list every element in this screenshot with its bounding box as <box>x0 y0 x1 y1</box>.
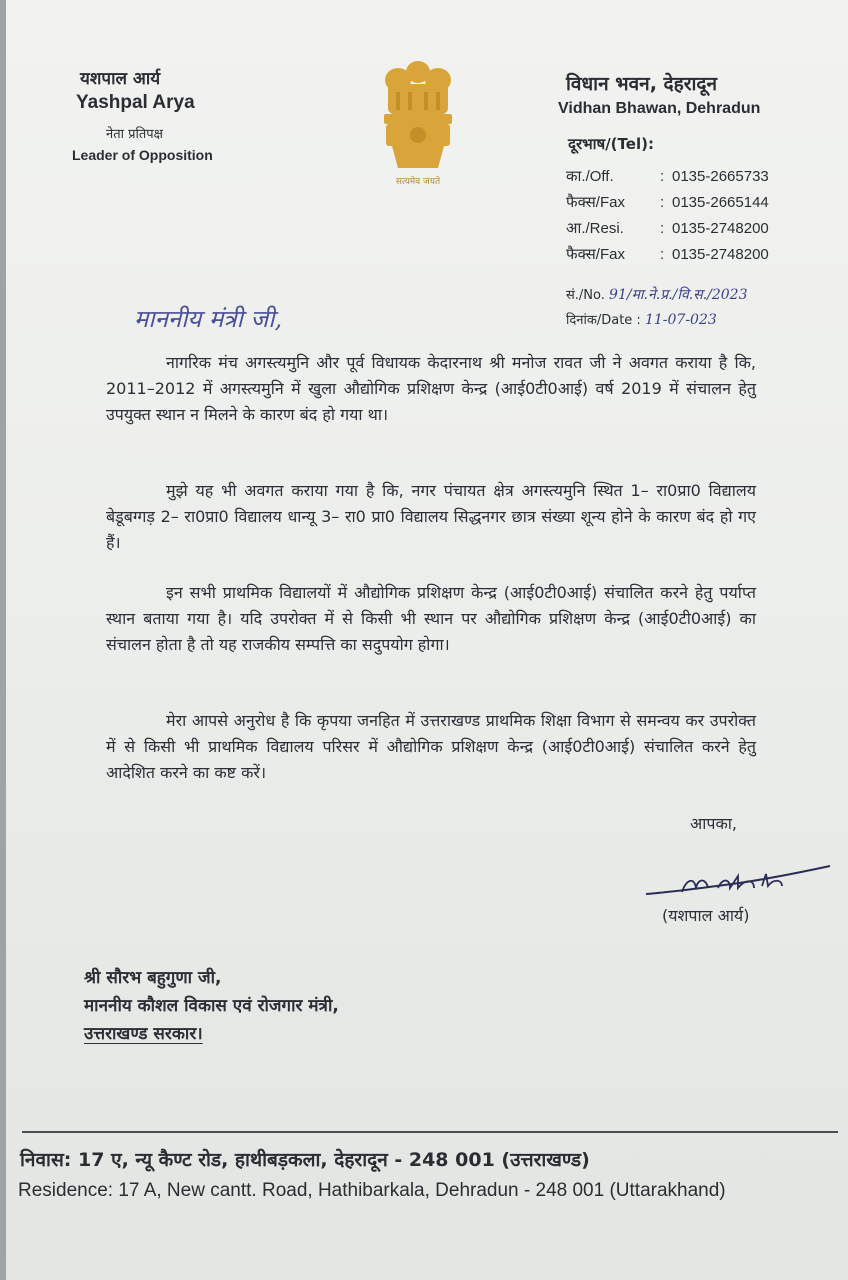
telephone-heading: दूरभाष/(Tel): <box>568 135 654 153</box>
phone-label: का./Off. <box>566 168 614 185</box>
body-paragraph-1: नागरिक मंच अगस्त्यमुनि और पूर्व विधायक केदारनाथ श्री मनोज रावत जी ने अवगत कराया है कि, 2011–2012 में अगस्त्यमुनि में खुला औद्योगिक प्रशिक्षण केन्द्र (आई0टी0आई) वर्ष 2019 में संचालन हेतु उपयुक्त स्थान न मिलने के कारण बंद हो गया था। <box>106 353 756 424</box>
reference-date-label: दिनांक/Date : <box>566 313 641 328</box>
letter-page <box>6 0 848 1280</box>
reference-date-value: 11-07-023 <box>644 312 717 328</box>
sender-name-english: Yashpal Arya <box>76 92 195 113</box>
phone-number: 0135-2665733 <box>672 168 769 185</box>
recipient-address <box>84 964 339 1048</box>
office-address-hindi: विधान भवन, देहरादून <box>566 73 718 95</box>
phone-row-residence: आ./Resi. : 0135-2748200 <box>566 220 769 237</box>
phone-label: फैक्स/Fax <box>566 246 625 263</box>
recipient-line-1: श्री सौरभ बहुगुणा जी, <box>84 968 222 988</box>
closing: आपका, <box>690 814 737 833</box>
reference-number-value: 91/मा.ने.प्र./वि.स./2023 <box>609 287 748 303</box>
body-paragraph-4: मेरा आपसे अनुरोध है कि कृपया जनहित में उत्तराखण्ड प्राथमिक शिक्षा विभाग से समन्वय कर उपरोक्त में से किसी भी प्राथमिक विद्यालय परिसर में औद्योगिक प्रशिक्षण केन्द्र (आई0टी0आई) संचालित करने हेतु आदेशित करने का कष्ट करें। <box>106 711 756 782</box>
recipient-line-3: उत्तराखण्ड सरकार। <box>84 1024 203 1044</box>
office-address-english: Vidhan Bhawan, Dehradun <box>558 100 761 117</box>
signature-name: (यशपाल आर्य) <box>662 906 750 925</box>
reference-number <box>566 285 747 304</box>
recipient-line-2: माननीय कौशल विकास एवं रोजगार मंत्री, <box>84 996 339 1016</box>
salutation: माननीय मंत्री जी, <box>134 305 283 333</box>
phone-number: 0135-2748200 <box>672 246 769 263</box>
phone-number: 0135-2748200 <box>672 220 769 237</box>
handwritten-signature <box>642 858 832 902</box>
national-emblem <box>378 58 458 190</box>
body-paragraph-3: इन सभी प्राथमिक विद्यालयों में औद्योगिक प्रशिक्षण केन्द्र (आई0टी0आई) संचालित करने हेतु पर्याप्त स्थान बताया गया है। यदि उपरोक्त में से किसी भी स्थान पर औद्योगिक प्रशिक्षण केन्द्र (आई0टी0आई) का संचालन होता है तो यह राजकीय सम्पत्ति का सदुपयोग होगा। <box>106 583 756 654</box>
reference-date <box>566 310 717 328</box>
phone-number: 0135-2665144 <box>672 194 769 211</box>
lion-capital-icon <box>378 58 458 174</box>
residence-address-english: Residence: 17 A, New cantt. Road, Hathibarkala, Dehradun - 248 001 (Uttarakhand) <box>18 1180 726 1201</box>
phone-row-residence-fax: फैक्स/Fax : 0135-2748200 <box>566 246 769 263</box>
body-paragraph-2: मुझे यह भी अवगत कराया गया है कि, नगर पंचायत क्षेत्र अगस्त्यमुनि स्थित 1– रा0प्रा0 विद्यालय बेडूबग्गड़ 2– रा0प्रा0 विद्यालय धान्यू 3– रा0 प्रा0 विद्यालय सिद्धनगर छात्र संख्या शून्य होने के कारण बंद हो गए हैं। <box>106 481 756 552</box>
footer-divider <box>22 1131 838 1133</box>
reference-number-label: सं./No. <box>566 288 605 303</box>
sender-role-english: Leader of Opposition <box>72 147 213 163</box>
phone-row-fax: फैक्स/Fax : 0135-2665144 <box>566 194 769 211</box>
sender-name-hindi: यशपाल आर्य <box>80 69 161 89</box>
phone-label: आ./Resi. <box>566 220 624 237</box>
sender-role-hindi: नेता प्रतिपक्ष <box>106 127 164 142</box>
emblem-motto: सत्यमेव जयते <box>395 177 441 187</box>
phone-row-office: का./Off. : 0135-2665733 <box>566 168 769 185</box>
phone-label: फैक्स/Fax <box>566 194 625 211</box>
residence-address-hindi: निवास: 17 ए, न्यू कैण्ट रोड, हाथीबड़कला, देहरादून - 248 001 (उत्तराखण्ड) <box>20 1149 590 1171</box>
